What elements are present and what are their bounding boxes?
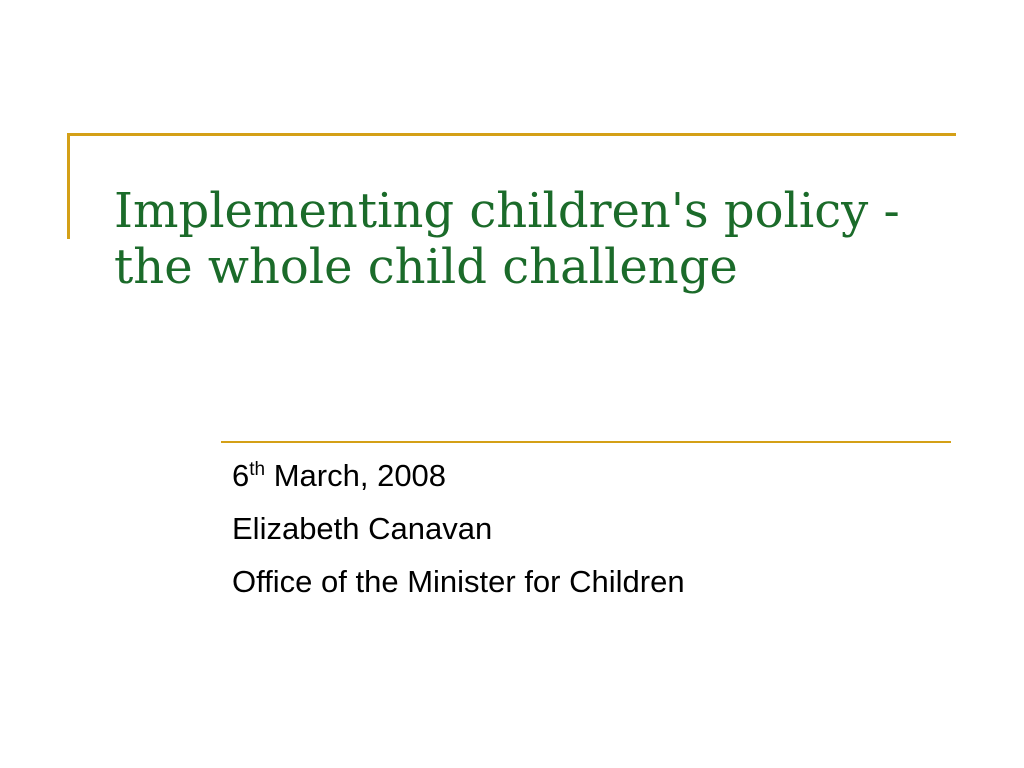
- presenter-organisation: Office of the Minister for Children: [232, 564, 685, 599]
- left-accent-rule: [67, 133, 70, 239]
- date-day: 6: [232, 458, 250, 493]
- top-accent-rule: [68, 133, 956, 136]
- presenter-name: Elizabeth Canavan: [232, 511, 493, 546]
- subtitle-accent-rule: [221, 441, 951, 443]
- subtitle-block: [232, 453, 685, 612]
- date-month-year: March, 2008: [265, 458, 447, 493]
- date-ordinal-suffix: th: [249, 459, 266, 480]
- title-line-1: Implementing children's policy -: [114, 183, 900, 239]
- slide-title: [114, 183, 994, 295]
- presentation-date: [232, 453, 685, 506]
- title-line-2: the whole child challenge: [114, 239, 738, 295]
